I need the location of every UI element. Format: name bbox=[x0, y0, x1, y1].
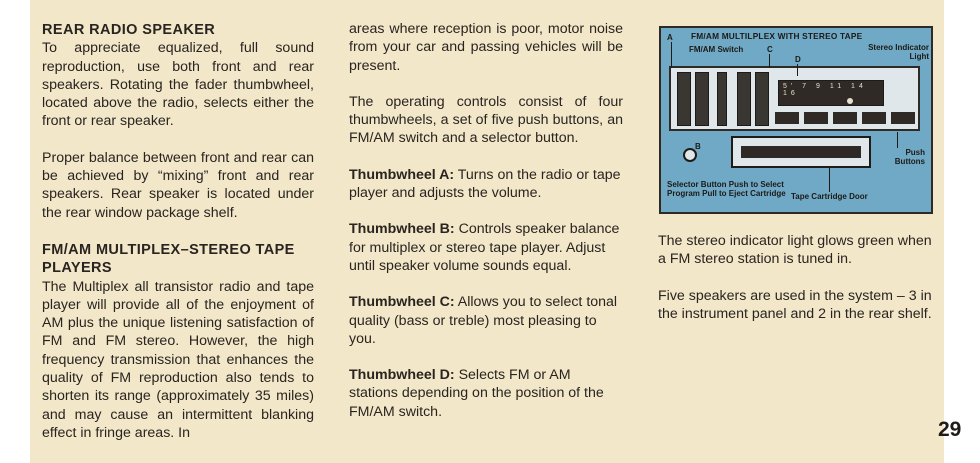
label-fm-am-switch: FM/AM Switch bbox=[689, 45, 744, 54]
paragraph-rear-speaker-2: Proper balance between front and rear can be achieved by “mixing” front and rear speakers. Rear speaker is located under the rear window package shelf. bbox=[42, 149, 314, 221]
paragraph-speakers: Five speakers are used in the system – 3 in the instrument panel and 2 in the rear shelf. bbox=[658, 287, 932, 322]
label-selector-button: Selector Button Push to Select Program Pull to Eject Cartridge bbox=[667, 180, 786, 198]
dial-numbers: 5' 7 9 11 14 16 bbox=[783, 83, 867, 97]
term-thumbwheel-c: Thumbwheel C: bbox=[349, 294, 455, 311]
label-thumbwheel-d: D bbox=[795, 55, 801, 64]
diagram-title: FM/AM MULTILPLEX WITH STEREO TAPE bbox=[691, 31, 863, 41]
text-thumbwheel-c: Allows you to select tonal quality (bass or treble) most pleasing to you. bbox=[349, 294, 618, 347]
paragraph-multiplex: The Multiplex all transistor radio and tape player will provide all of the enjoyment of AM plus the unique listening satisfaction of FM and FM stereo. However, the high frequency transmission that enhances the quality of FM reproduction also tends to shorten its range (approximately 35 miles) and may cause an intermittent blanking effect in fringe areas. In bbox=[42, 278, 314, 441]
paragraph-thumbwheel-c bbox=[349, 293, 623, 348]
label-thumbwheel-c: C bbox=[767, 45, 773, 54]
heading-rear-radio-speaker: REAR RADIO SPEAKER bbox=[42, 22, 216, 38]
page-number: 29 bbox=[938, 418, 962, 441]
term-thumbwheel-d: Thumbwheel D: bbox=[349, 367, 455, 384]
term-thumbwheel-a: Thumbwheel A: bbox=[349, 166, 455, 183]
column-right bbox=[658, 0, 932, 323]
paragraph-thumbwheel-a bbox=[349, 166, 623, 203]
text-thumbwheel-a: Turns on the radio or tape player and adjusts the volume. bbox=[349, 166, 621, 202]
label-tape-cartridge-door: Tape Cartridge Door bbox=[791, 192, 868, 201]
label-thumbwheel-b: B bbox=[695, 142, 701, 151]
label-stereo-indicator: Stereo Indicator Light bbox=[868, 43, 929, 61]
text-thumbwheel-b: Controls speaker balance for multiplex or stereo tape player. Adjust until speaker volume sounds equal. bbox=[349, 221, 620, 274]
paragraph-rear-speaker-1: To appreciate equalized, full sound reproduction, use both front and rear speakers. Rotating the fader thumbwheel, located above the radio, selects either the front or rear speaker. bbox=[42, 40, 314, 130]
column-left bbox=[42, 0, 314, 442]
heading-fm-am-multiplex: FM/AM MULTIPLEX–STEREO TAPE PLAYERS bbox=[42, 241, 295, 277]
term-thumbwheel-b: Thumbwheel B: bbox=[349, 221, 455, 238]
paragraph-thumbwheel-d bbox=[349, 366, 623, 421]
label-thumbwheel-a: A bbox=[667, 33, 673, 42]
column-middle bbox=[349, 0, 623, 421]
text-thumbwheel-d: Selects FM or AM stations depending on the position of the FM/AM switch. bbox=[349, 367, 604, 420]
label-push-buttons: Push Buttons bbox=[894, 148, 925, 166]
paragraph-reception: areas where reception is poor, motor noise from your car and passing vehicles will be present. bbox=[349, 21, 623, 74]
paragraph-controls: The operating controls consist of four thumbwheels, a set of five push buttons, an FM/AM switch and a selector button. bbox=[349, 93, 623, 147]
paragraph-thumbwheel-b bbox=[349, 220, 623, 275]
paragraph-stereo-light: The stereo indicator light glows green when a FM stereo station is tuned in. bbox=[658, 233, 932, 268]
